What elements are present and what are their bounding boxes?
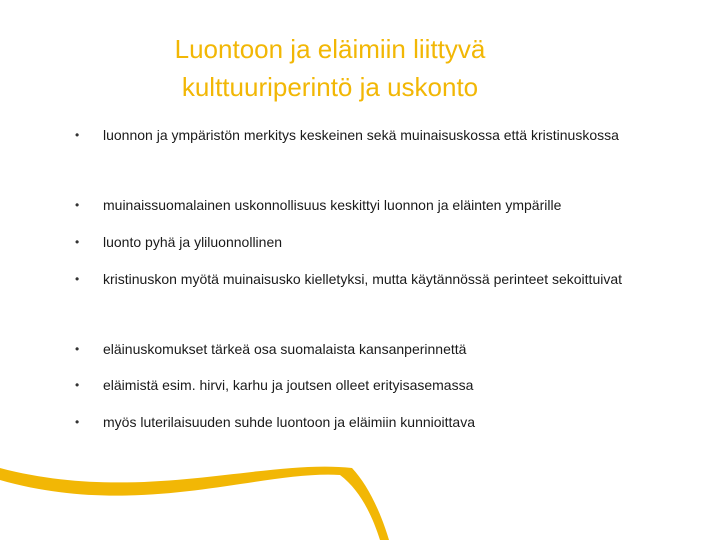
- bullet-icon: •: [75, 415, 80, 429]
- slide-title-line-2: kulttuuriperintö ja uskonto: [181, 72, 479, 102]
- bullet-text: luonnon ja ympäristön merkitys keskeinen sekä muinaisuskossa että kristinuskossa: [103, 127, 619, 143]
- bullet-icon: •: [75, 235, 80, 249]
- bullet-text: myös luterilaisuuden suhde luontoon ja eläimiin kunnioittava: [103, 414, 476, 430]
- bullet-text: eläinuskomukset tärkeä osa suomalaista kansanperinnettä: [103, 341, 467, 357]
- bullet-text: kristinuskon myötä muinaisusko kielletyksi, mutta käytännössä perinteet sekoittuivat: [103, 271, 623, 287]
- bullet-icon: •: [75, 198, 80, 212]
- bullet-text: muinaissuomalainen uskonnollisuus keskittyi luonnon ja eläinten ympärille: [103, 197, 562, 213]
- bullet-icon: •: [75, 128, 80, 142]
- bullet-text: eläimistä esim. hirvi, karhu ja joutsen olleet erityisasemassa: [103, 377, 474, 393]
- bullet-icon: •: [75, 378, 80, 392]
- bullet-icon: •: [75, 342, 80, 356]
- bullet-icon: •: [75, 272, 80, 286]
- bullet-text: luonto pyhä ja yliluonnollinen: [103, 234, 283, 250]
- slide-title-line-1: Luontoon ja eläimiin liittyvä: [174, 34, 486, 64]
